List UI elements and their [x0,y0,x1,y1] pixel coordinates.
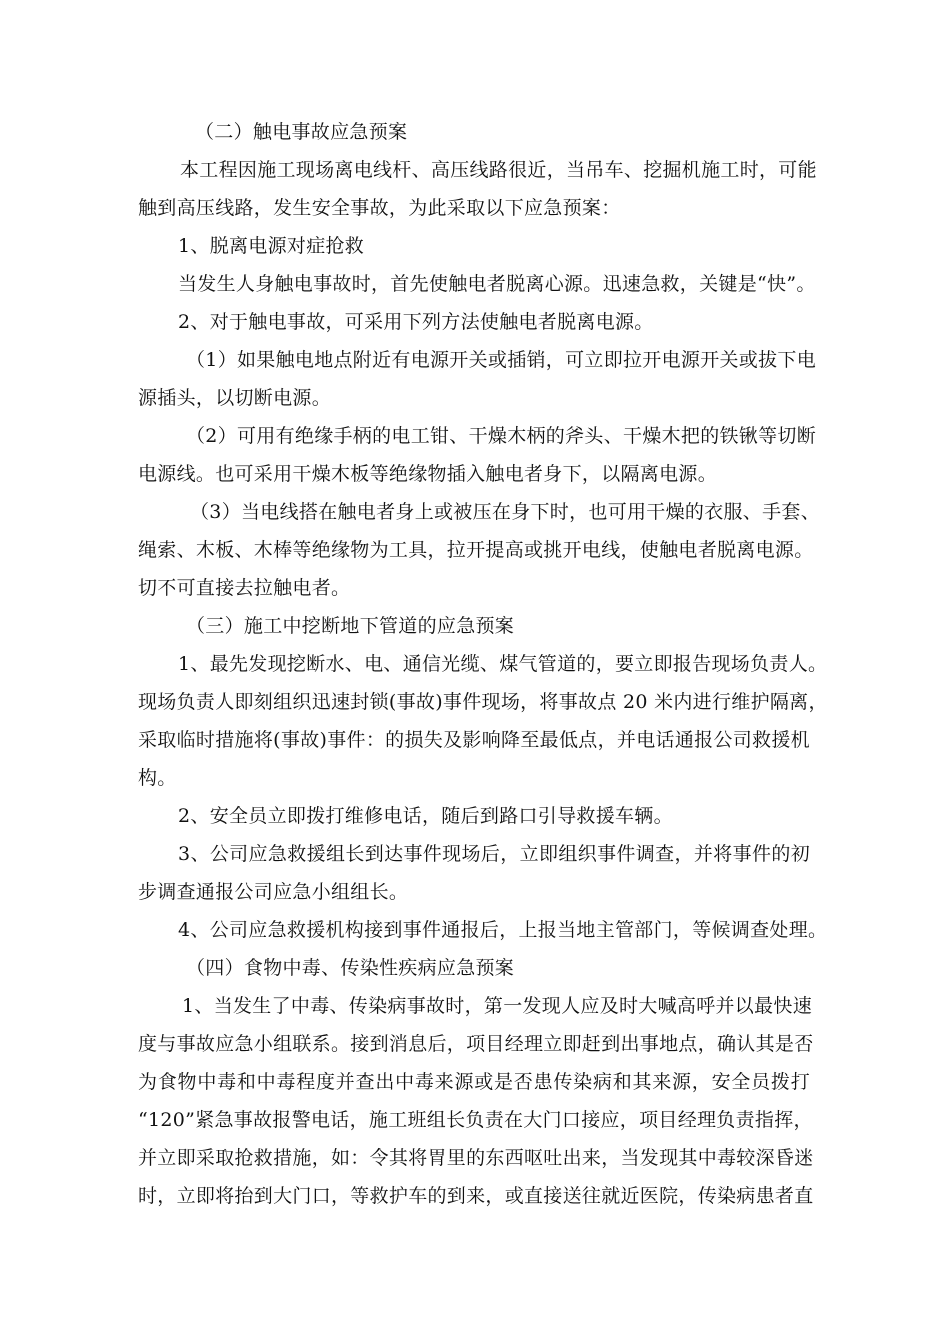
paragraph-line: 绳索、木板、木棒等绝缘物为工具，拉开提高或挑开电线，使触电者脱离电源。 [138,539,814,561]
paragraph-line: 1、当发生了中毒、传染病事故时，第一发现人应及时大喊高呼并以最快速 [182,995,812,1017]
paragraph-line: 为食物中毒和中毒程度并查出中毒来源或是否患传染病和其来源，安全员拨打 [138,1071,810,1093]
paragraph-line: 2、安全员立即拨打维修电话，随后到路口引导救援车辆。 [178,805,673,827]
paragraph-line: 3、公司应急救援组长到达事件现场后，立即组织事件调查，并将事件的初 [178,843,810,865]
paragraph-line: 电源线。也可采用干燥木板等绝缘物插入触电者身下，以隔离电源。 [138,463,718,485]
paragraph-line: （3）当电线搭在触电者身上或被压在身下时，也可用干燥的衣服、手套、 [190,501,820,523]
paragraph-line: 时，立即将抬到大门口，等救护车的到来，或直接送往就近医院，传染病患者直 [138,1185,814,1207]
paragraph-line: 步调查通报公司应急小组组长。 [138,881,409,903]
paragraph-line: 切不可直接去拉触电者。 [138,577,351,599]
paragraph-line: 本工程因施工现场离电线杆、高压线路很近，当吊车、挖掘机施工时，可能 [180,159,817,181]
paragraph-line: 现场负责人即刻组织迅速封锁(事故)事件现场，将事故点 20 米内进行维护隔离， [138,691,828,713]
paragraph-line: 4、公司应急救援机构接到事件通报后，上报当地主管部门，等候调查处理。 [178,919,828,941]
paragraph-line: 2、对于触电事故，可采用下列方法使触电者脱离电源。 [178,311,654,333]
paragraph-line: 1、最先发现挖断水、电、通信光缆、煤气管道的，要立即报告现场负责人。 [178,653,828,675]
paragraph-line: 度与事故应急小组联系。接到消息后，项目经理立即赶到出事地点，确认其是否 [138,1033,814,1055]
paragraph-line: 源插头，以切断电源。 [138,387,332,409]
paragraph-line: （2）可用有绝缘手柄的电工钳、干燥木柄的斧头、干燥木把的铁锹等切断 [186,425,816,447]
paragraph-line: 构。 [138,767,177,789]
paragraph-line: 当发生人身触电事故时，首先使触电者脱离心源。迅速急救，关键是“快”。 [178,273,816,295]
paragraph-line: （1）如果触电地点附近有电源开关或插销，可立即拉开电源开关或拔下电 [186,349,816,371]
section-heading-food-poisoning: （四）食物中毒、传染性疾病应急预案 [186,957,515,979]
section-heading-electric-shock: （二）触电事故应急预案 [195,121,408,143]
paragraph-line: “120”紧急事故报警电话，施工班组长负责在大门口接应，项目经理负责指挥， [138,1109,813,1131]
item-heading: 1、脱离电源对症抢救 [178,235,365,257]
paragraph-line: 并立即采取抢救措施，如：令其将胃里的东西呕吐出来，当发现其中毒较深昏迷 [138,1147,814,1169]
paragraph-line: 采取临时措施将(事故)事件：的损失及影响降至最低点，并电话通报公司救援机 [138,729,810,751]
section-heading-pipeline: （三）施工中挖断地下管道的应急预案 [186,615,515,637]
paragraph-line: 触到高压线路，发生安全事故，为此采取以下应急预案： [138,197,621,219]
